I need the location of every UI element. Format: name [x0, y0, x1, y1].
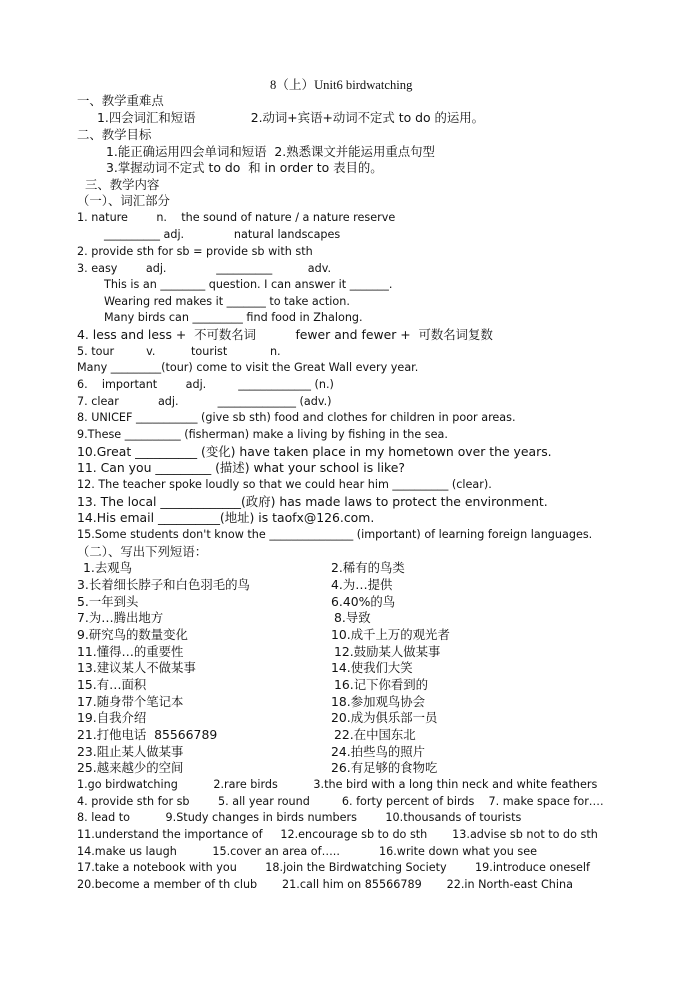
text-line-30: 2.稀有的鸟类	[331, 560, 405, 575]
text-line-2: 1.四会词汇和短语 2.动词+宾语+动词不定式 to do 的运用。	[97, 110, 485, 125]
text-line-36: 8.导致	[334, 610, 371, 625]
text-line-47: 19.自我介绍	[77, 710, 147, 725]
text-line-28: （二）、写出下列短语：	[77, 544, 208, 559]
text-line-55: 1.go birdwatching 2.rare birds 3.the bird with a long thin neck and white feathers	[77, 778, 598, 791]
text-line-61: 20.become a member of th club 21.call him on 85566789 22.in North-east China	[77, 878, 573, 891]
text-line-53: 25.越来越少的空间	[77, 760, 184, 775]
text-line-48: 20.成为俱乐部一员	[331, 710, 438, 725]
text-line-40: 12.鼓励某人做某事	[334, 644, 441, 659]
text-line-43: 15.有…面积	[77, 677, 147, 692]
text-line-59: 14.make us laugh 15.cover an area of….. 16.write down what you see	[77, 845, 537, 858]
text-line-21: 9.These __________ (fisherman) make a living by fishing in the sea.	[77, 428, 448, 441]
text-line-39: 11.懂得…的重要性	[77, 644, 184, 659]
text-line-38: 10.成千上万的观光者	[331, 627, 450, 642]
text-line-7: （一）、词汇部分	[77, 193, 170, 208]
text-line-57: 8. lead to 9.Study changes in birds numbers 10.thousands of tourists	[77, 811, 522, 824]
text-line-60: 17.take a notebook with you 18.join the Birdwatching Society 19.introduce oneself	[77, 861, 590, 874]
text-line-45: 17.随身带个笔记本	[77, 694, 184, 709]
text-line-29: 1.去观鸟	[83, 560, 132, 575]
text-line-37: 9.研究鸟的数量变化	[77, 627, 188, 642]
text-line-49: 21.打他电话 85566789	[77, 727, 218, 742]
text-line-23: 11. Can you _________ (描述) what your school is like?	[77, 460, 405, 475]
text-line-22: 10.Great __________ (变化) have taken place in my hometown over the years.	[77, 444, 552, 459]
text-line-17: Many _________(tour) come to visit the Great Wall every year.	[77, 361, 419, 374]
text-line-15: 4. less and less + 不可数名词 fewer and fewer + 可数名词复数	[77, 327, 493, 342]
text-line-16: 5. tour v. tourist n.	[77, 345, 281, 358]
text-line-51: 23.阻止某人做某事	[77, 744, 184, 759]
text-line-9: __________ adj. natural landscapes	[104, 228, 341, 241]
text-line-32: 4.为…提供	[331, 577, 393, 592]
text-line-26: 14.His email __________(地址) is taofx@126.com.	[77, 510, 375, 525]
text-line-35: 7.为…腾出地方	[77, 610, 164, 625]
text-line-42: 14.使我们大笑	[331, 660, 413, 675]
text-line-6: 三、教学内容	[85, 177, 160, 192]
text-line-34: 6.40%的鸟	[331, 594, 396, 609]
text-line-31: 3.长着细长脖子和白色羽毛的鸟	[77, 577, 250, 592]
text-line-50: 22.在中国东北	[334, 727, 416, 742]
text-line-5: 3.掌握动词不定式 to do 和 in order to 表目的。	[106, 160, 383, 175]
text-line-24: 12. The teacher spoke loudly so that we could hear him __________ (clear).	[77, 478, 492, 491]
text-line-25: 13. The local _____________(政府) has made laws to protect the environment.	[77, 494, 548, 509]
text-line-10: 2. provide sth for sb = provide sb with sth	[77, 245, 313, 258]
text-line-46: 18.参加观鸟协会	[331, 694, 426, 709]
text-line-11: 3. easy adj. __________ adv.	[77, 262, 332, 275]
text-line-1: 一、教学重难点	[77, 93, 164, 108]
text-line-4: 1.能正确运用四会单词和短语 2.熟悉课文并能运用重点句型	[106, 144, 435, 159]
text-line-27: 15.Some students don't know the _______________ (important) of learning foreign languages.	[77, 528, 593, 541]
text-line-41: 13.建议某人不做某事	[77, 660, 196, 675]
text-line-12: This is an ________ question. I can answer it _______.	[104, 278, 393, 291]
text-line-3: 二、教学目标	[77, 127, 152, 142]
text-line-56: 4. provide sth for sb 5. all year round 6. forty percent of birds 7. make space for….	[77, 795, 604, 808]
text-line-20: 8. UNICEF ___________ (give sb sth) food and clothes for children in poor areas.	[77, 411, 516, 424]
text-line-52: 24.拍些鸟的照片	[331, 744, 426, 759]
worksheet-title: 8（上）Unit6 birdwatching	[270, 78, 413, 92]
text-line-13: Wearing red makes it _______ to take action.	[104, 295, 350, 308]
text-line-58: 11.understand the importance of 12.encourage sb to do sth 13.advise sb not to do sth	[77, 828, 598, 841]
text-line-19: 7. clear adj. ______________ (adv.)	[77, 395, 332, 408]
text-line-54: 26.有足够的食物吃	[331, 760, 438, 775]
text-line-14: Many birds can _________ find food in Zhalong.	[104, 311, 363, 324]
text-line-18: 6. important adj. _____________ (n.)	[77, 378, 334, 391]
text-line-44: 16.记下你看到的	[334, 677, 429, 692]
text-line-33: 5.一年到头	[77, 594, 139, 609]
text-line-8: 1. nature n. the sound of nature / a nature reserve	[77, 211, 396, 224]
